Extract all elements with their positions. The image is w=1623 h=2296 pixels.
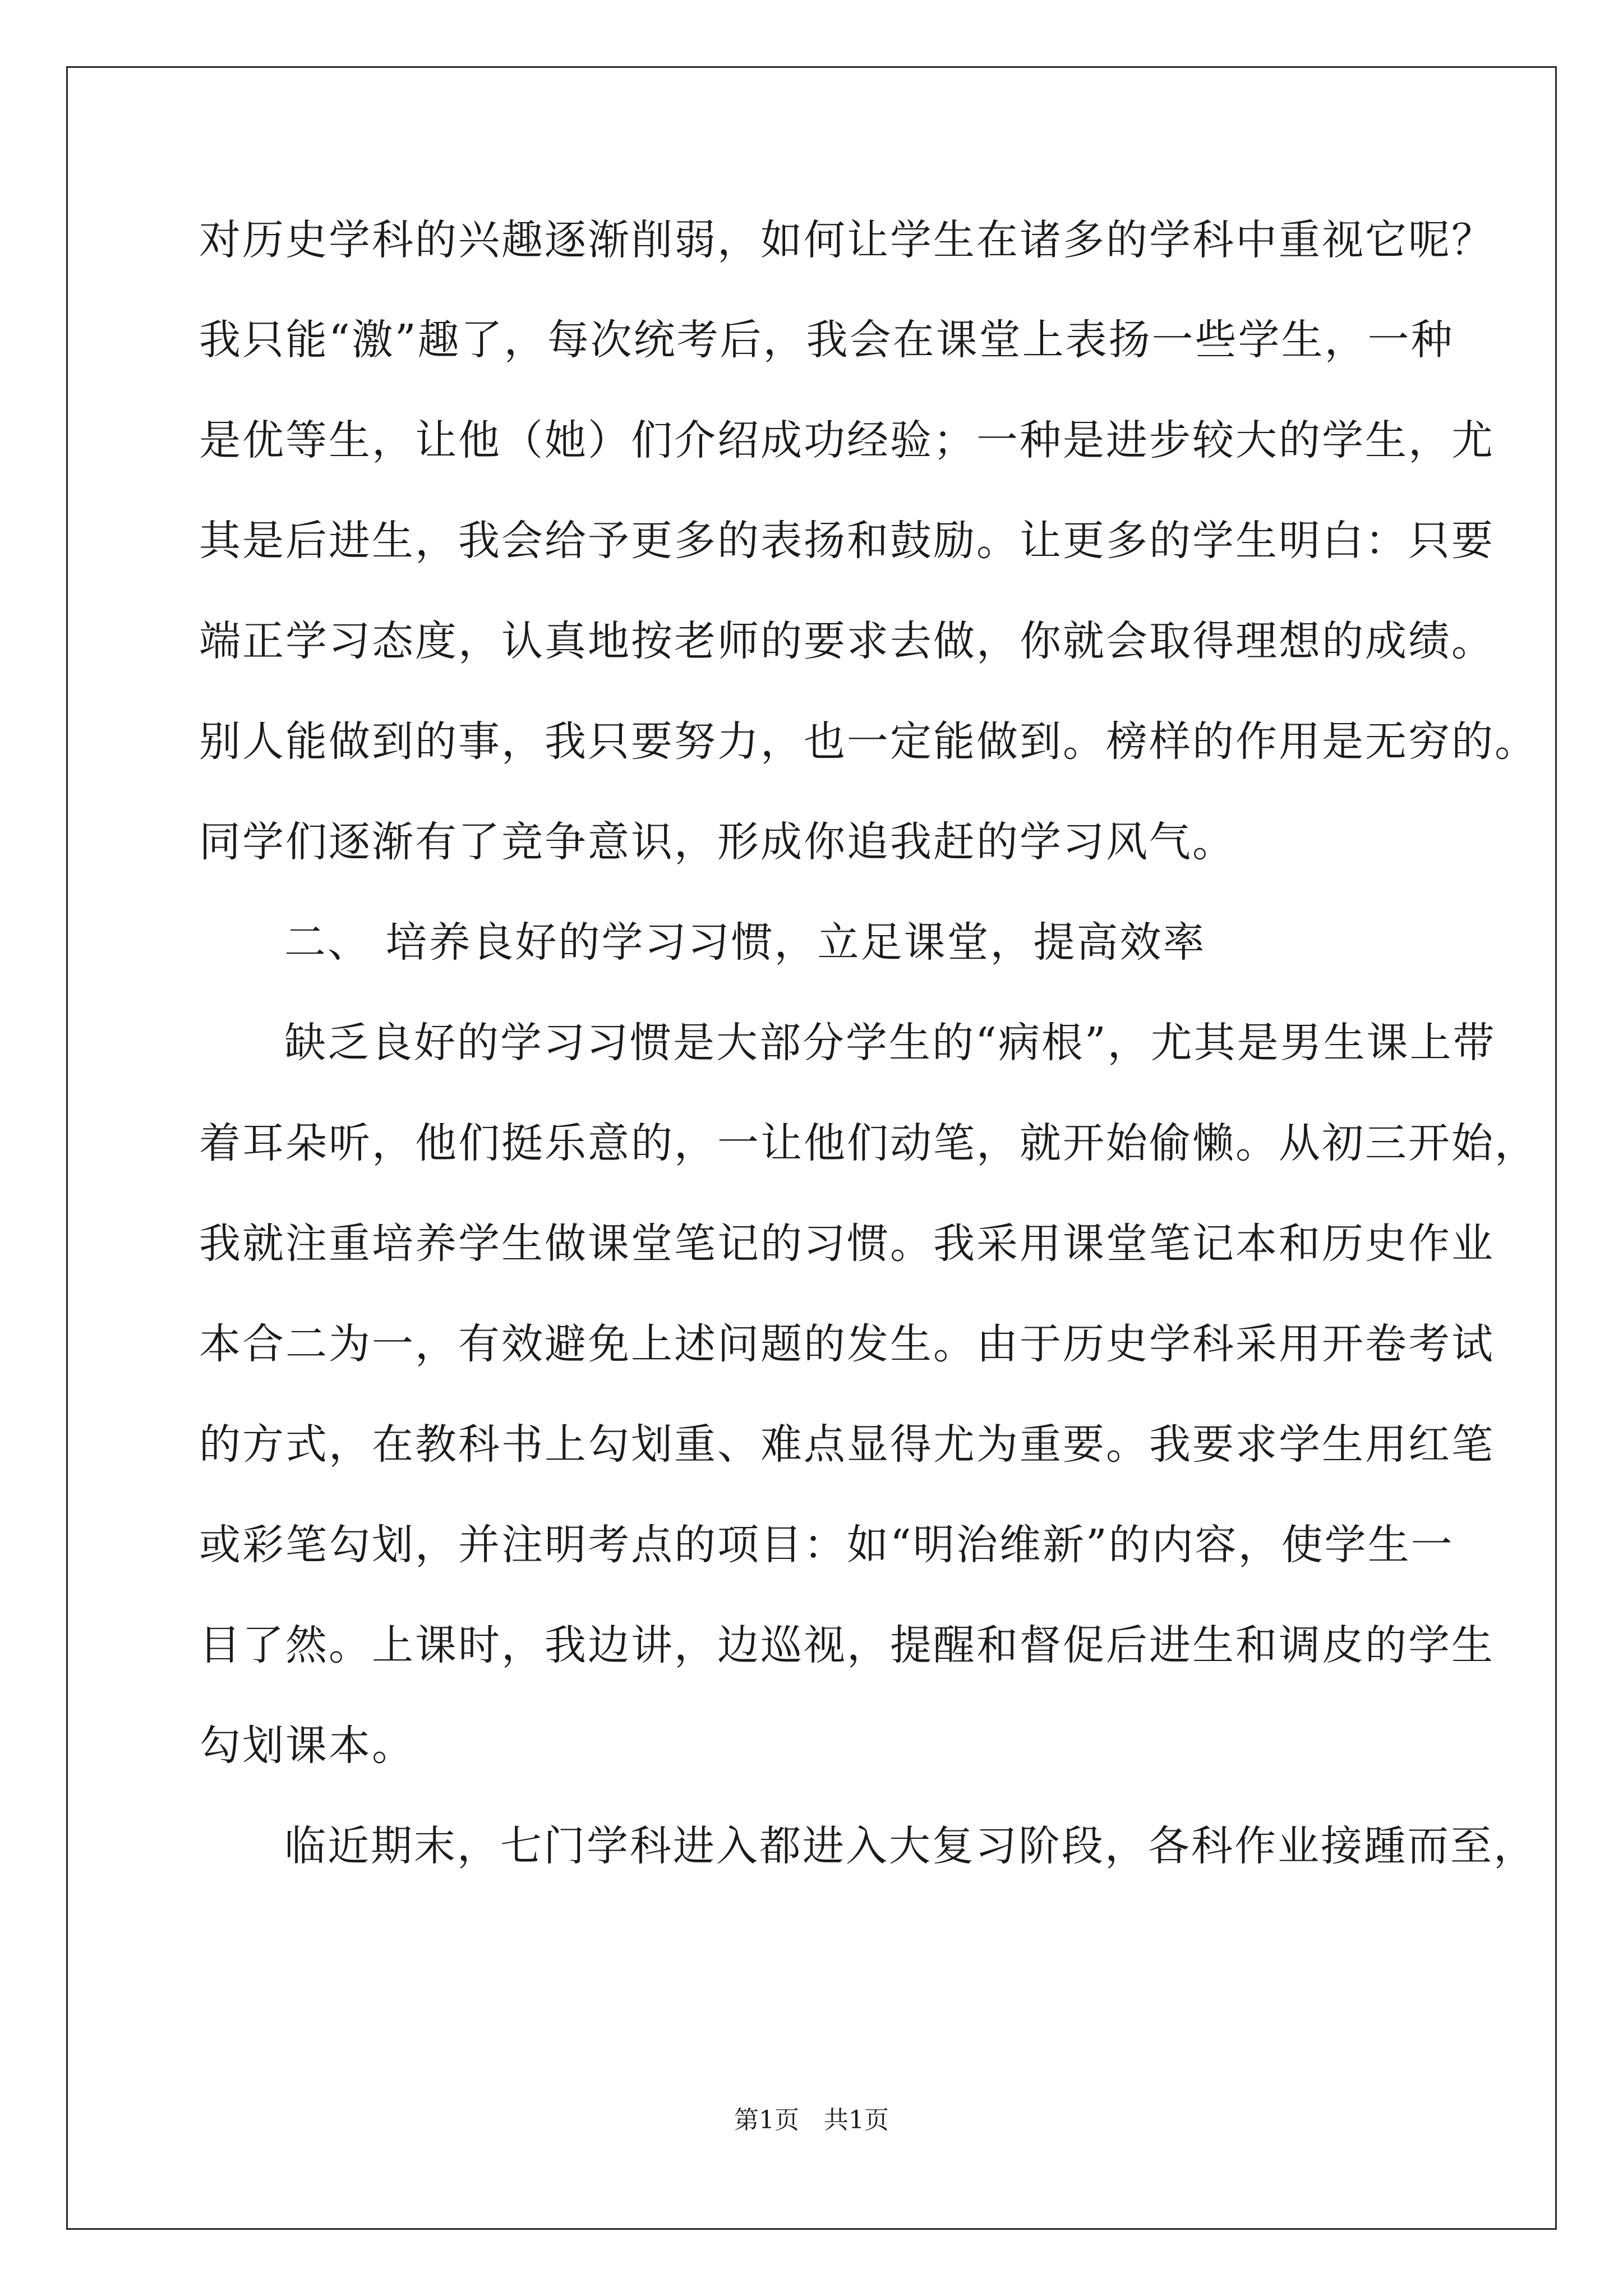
text-line: 别人能做到的事，我只要努力，也一定能做到。榜样的作用是无穷的。 <box>199 717 1538 766</box>
text-line: 其是后进生，我会给予更多的表扬和鼓励。让更多的学生明白：只要 <box>199 517 1495 565</box>
text-line: 勾划课本。 <box>199 1722 415 1770</box>
text-line: 本合二为一，有效避免上述问题的发生。由于历史学科采用开卷考试 <box>199 1320 1495 1368</box>
text-line: 同学们逐渐有了竞争意识，形成你追我赶的学习风气。 <box>199 818 1235 866</box>
text-line: 我只能“激”趣了，每次统考后，我会在课堂上表扬一些学生，一种 <box>199 316 1454 364</box>
text-line: 着耳朵听，他们挺乐意的，一让他们动笔，就开始偷懒。从初三开始， <box>199 1119 1538 1167</box>
text-line: 缺乏良好的学习习惯是大部分学生的“病根”，尤其是男生课上带 <box>284 1019 1496 1067</box>
text-line: 对历史学科的兴趣逐渐削弱，如何让学生在诸多的学科中重视它呢？ <box>199 216 1495 264</box>
text-line: 是优等生，让他（她）们介绍成功经验；一种是进步较大的学生，尤 <box>199 416 1495 464</box>
page-number-footer: 第1页 共1页 <box>734 2106 889 2134</box>
text-line: 或彩笔勾划，并注明考点的项目：如“明治维新”的内容，使学生一 <box>199 1521 1454 1569</box>
text-line: 端正学习态度，认真地按老师的要求去做，你就会取得理想的成绩。 <box>199 617 1495 665</box>
text-line: 目了然。上课时，我边讲，边巡视，提醒和督促后进生和调皮的学生 <box>199 1621 1495 1669</box>
text-line: 临近期末，七门学科进入都进入大复习阶段，各科作业接踵而至， <box>284 1822 1537 1870</box>
text-line: 的方式，在教科书上勾划重、难点显得尤为重要。我要求学生用红笔 <box>199 1420 1495 1469</box>
text-line: 我就注重培养学生做课堂笔记的习惯。我采用课堂笔记本和历史作业 <box>199 1220 1495 1268</box>
section-heading: 二、 培养良好的学习习惯，立足课堂，提高效率 <box>284 918 1206 967</box>
